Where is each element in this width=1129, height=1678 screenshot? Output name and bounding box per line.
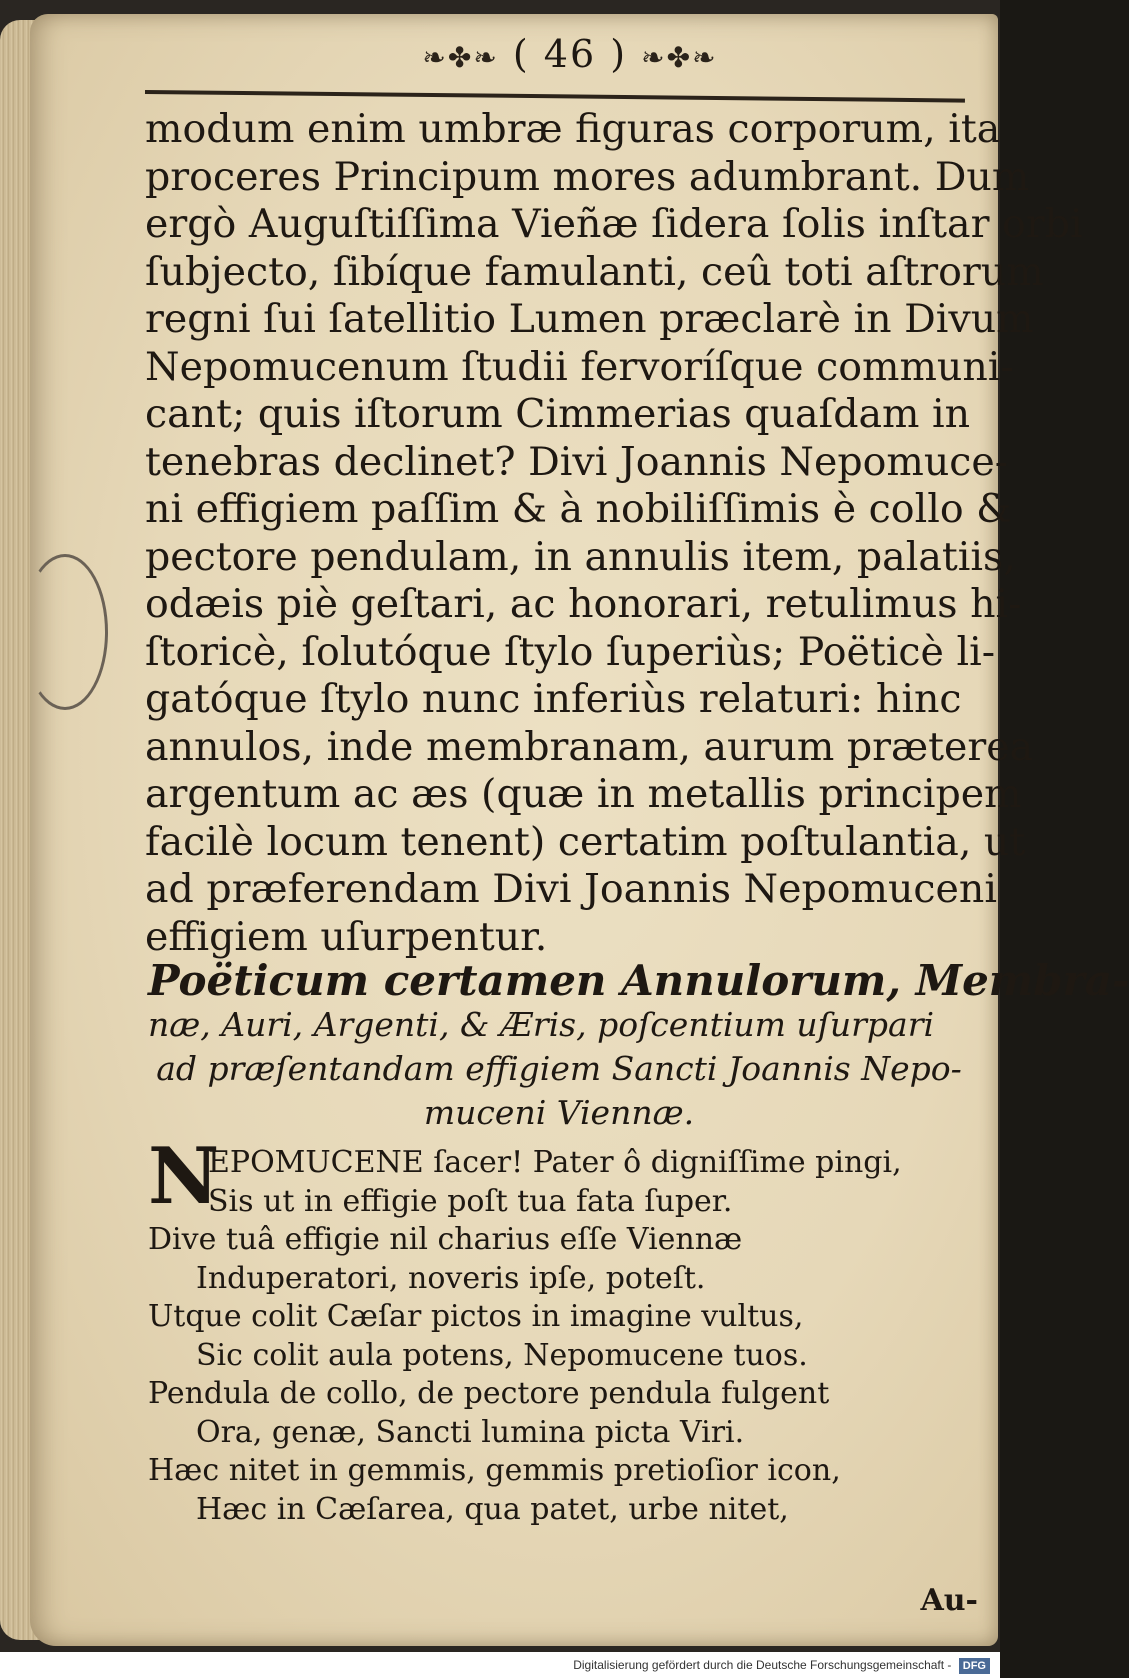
poem-line: EPOMUCENE ſacer! Pater ô digniſſime pingi, xyxy=(208,1145,902,1180)
poem-line: Utque colit Cæſar pictos in imagine vultus, xyxy=(148,1299,804,1334)
poem-line: Sis ut in effigie poſt tua fata ſuper. xyxy=(208,1183,733,1219)
title-line: ad præſentandam effigiem Sancti Joannis Nepo- xyxy=(156,1049,962,1088)
prose-line: Nepomucenum ſtudii fervoríſque communi- xyxy=(145,343,1014,390)
drop-cap: N xyxy=(148,1131,220,1222)
poem-line: Induperatori, noveris ipſe, poteſt. xyxy=(196,1260,706,1296)
prose-line: ſubjecto, ſibíque famulanti, ceû toti aſtrorum xyxy=(145,248,1044,295)
prose-line: annulos, inde membranam, aurum præterea xyxy=(145,723,1034,770)
page-header xyxy=(390,32,750,76)
prose-line: tenebras declinet? Divi Joannis Nepomuce- xyxy=(145,438,1009,485)
prose-line: ni effigiem paſſim & à nobiliſſimis è collo & xyxy=(145,486,1012,532)
poem-line: Sic colit aula potens, Nepomucene tuos. xyxy=(196,1337,808,1373)
catchword: Au- xyxy=(920,1583,978,1618)
poem-line: Hæc in Cæſarea, qua patet, urbe nitet, xyxy=(196,1491,789,1527)
title-line: muceni Viennæ. xyxy=(423,1093,695,1132)
prose-line: facilè locum tenent) certatim poſtulantia, ut xyxy=(145,818,1026,865)
title-line: Poëticum certamen Annulorum, Membra- xyxy=(148,956,1129,1005)
prose-line: ſtoricè, ſolutóque ſtylo ſuperiùs; Poëticè li- xyxy=(145,628,996,675)
poem-title xyxy=(148,956,1129,1135)
digitization-credit xyxy=(0,1652,1000,1678)
prose-line: cant; quis iſtorum Cimmerias quaſdam in xyxy=(145,391,971,437)
prose-text xyxy=(145,106,1083,961)
book-page xyxy=(30,14,1129,1646)
credit-text: Digitalisierung gefördert durch die Deutsche Forschungsgemeinschaft - xyxy=(573,1658,952,1672)
poem-line: Dive tuâ effigie nil charius eſſe Viennæ xyxy=(148,1222,743,1257)
ornament-left-icon: ❧✤❧ xyxy=(422,41,499,74)
page-number: ( 46 ) xyxy=(512,32,628,76)
poem-text xyxy=(148,1144,970,1529)
prose-line: effigiem uſurpentur. xyxy=(145,913,548,960)
poem-line: Hæc nitet in gemmis, gemmis pretioſior icon, xyxy=(148,1453,841,1488)
ornament-right-icon: ❧✤❧ xyxy=(641,41,718,74)
prose-line: ad præferendam Divi Joannis Nepomuceni xyxy=(145,866,998,912)
prose-line: proceres Principum mores adumbrant. Dum xyxy=(145,153,1030,200)
dfg-logo: DFG xyxy=(959,1658,990,1674)
prose-line: ergò Auguſtiſſima Viеñæ ſidera ſolis inſtar orbi xyxy=(145,201,1083,247)
page-clip xyxy=(22,554,108,710)
prose-line: regni ſui ſatellitio Lumen præclarè in Divum xyxy=(145,296,1034,342)
prose-line: gatóque ſtylo nunc inferiùs relaturi: hinc xyxy=(145,676,962,722)
header-rule xyxy=(145,90,965,103)
prose-line: odæis piè geſtari, ac honorari, retulimus hi- xyxy=(145,581,1022,627)
prose-line: modum enim umbræ figuras corporum, ita xyxy=(145,106,1001,152)
title-line: næ, Auri, Argenti, & Æris, poſcentium uſurpari xyxy=(148,1005,935,1044)
poem-line: Ora, genæ, Sancti lumina picta Viri. xyxy=(196,1414,745,1450)
prose-line: argentum ac æs (quæ in metallis principem xyxy=(145,771,1022,817)
prose-line: pectore pendulam, in annulis item, palatiis, xyxy=(145,533,1016,580)
poem-line: Pendula de collo, de pectore pendula fulgent xyxy=(148,1376,830,1411)
